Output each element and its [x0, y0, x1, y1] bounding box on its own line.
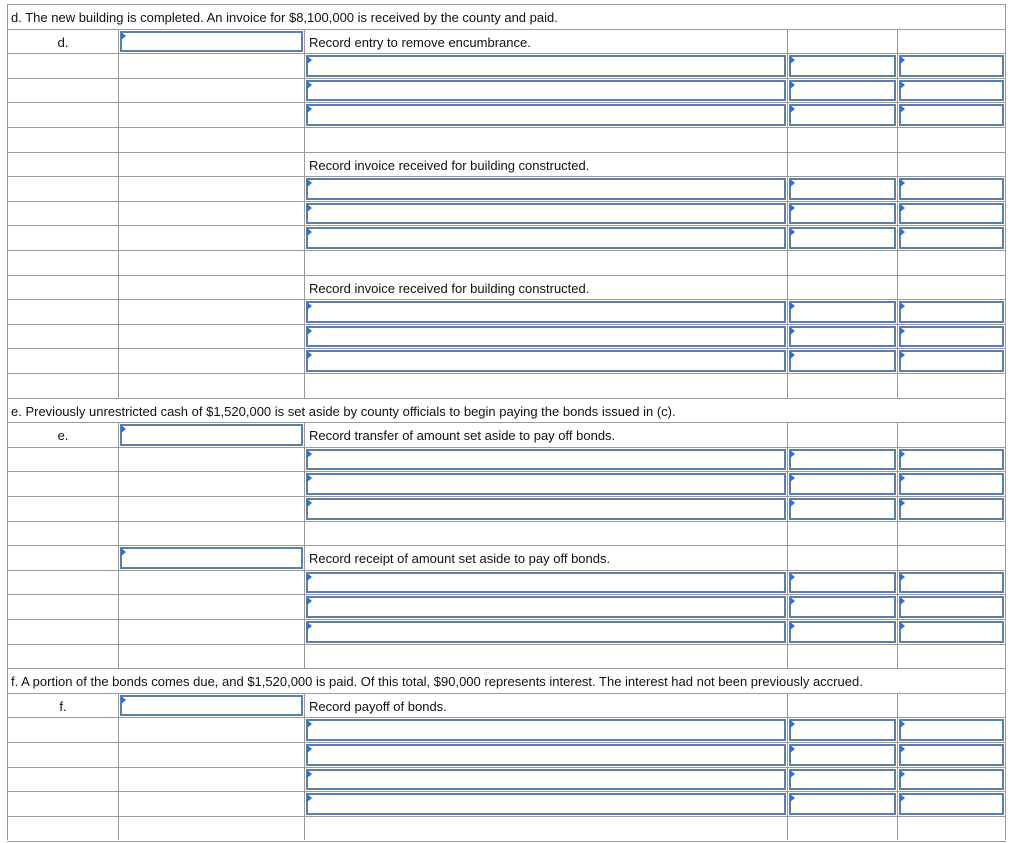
journal-row — [7, 78, 1006, 103]
entry-id-cell — [7, 422, 118, 447]
debit-amount-input[interactable] — [789, 55, 896, 77]
date-cell — [118, 594, 304, 619]
debit-cell — [787, 373, 897, 398]
debit-amount-input[interactable] — [789, 793, 896, 815]
journal-row — [7, 53, 1006, 78]
account-cell — [304, 29, 787, 54]
journal-row — [7, 471, 1006, 496]
debit-cell — [787, 324, 897, 349]
credit-cell — [897, 373, 1006, 398]
date-cell — [118, 471, 304, 496]
credit-amount-input[interactable] — [899, 350, 1004, 372]
journal-row — [7, 250, 1006, 275]
debit-cell — [787, 348, 897, 373]
date-cell — [118, 299, 304, 324]
debit-amount-input[interactable] — [789, 621, 896, 643]
entry-id-cell — [7, 225, 118, 250]
account-title-select[interactable] — [306, 178, 786, 200]
debit-cell — [787, 619, 897, 644]
account-cell — [304, 78, 787, 103]
debit-cell — [787, 176, 897, 201]
credit-cell — [897, 348, 1006, 373]
entry-id-cell — [7, 102, 118, 127]
credit-amount-input[interactable] — [899, 744, 1004, 766]
account-title-select[interactable] — [306, 203, 786, 225]
date-input[interactable] — [120, 547, 303, 569]
date-cell — [118, 496, 304, 521]
credit-cell — [897, 102, 1006, 127]
credit-amount-input[interactable] — [899, 178, 1004, 200]
entry-id-cell — [7, 791, 118, 816]
date-cell — [118, 521, 304, 546]
account-cell — [304, 127, 787, 152]
debit-cell — [787, 102, 897, 127]
date-cell — [118, 742, 304, 767]
journal-row — [7, 619, 1006, 644]
account-cell — [304, 373, 787, 398]
journal-row — [7, 447, 1006, 472]
account-cell — [304, 299, 787, 324]
date-cell — [118, 324, 304, 349]
journal-row — [7, 545, 1006, 570]
credit-cell — [897, 127, 1006, 152]
account-title-select[interactable] — [306, 769, 786, 791]
credit-amount-input[interactable] — [899, 769, 1004, 791]
account-title-select[interactable] — [306, 473, 786, 495]
credit-amount-input[interactable] — [899, 621, 1004, 643]
journal-row — [7, 275, 1006, 300]
entry-id-cell — [7, 742, 118, 767]
account-title-select[interactable] — [306, 793, 786, 815]
entry-instruction: Record payoff of bonds. — [309, 698, 447, 714]
account-cell — [304, 570, 787, 595]
account-title-select[interactable] — [306, 104, 786, 126]
account-cell — [304, 619, 787, 644]
date-cell — [118, 225, 304, 250]
entry-id-cell — [7, 152, 118, 177]
entry-id-cell — [7, 127, 118, 152]
debit-amount-input[interactable] — [789, 719, 896, 741]
credit-cell — [897, 767, 1006, 792]
entry-id-cell — [7, 324, 118, 349]
credit-cell — [897, 521, 1006, 546]
date-cell — [118, 693, 304, 718]
entry-id-cell — [7, 299, 118, 324]
journal-row — [7, 693, 1006, 718]
debit-cell — [787, 545, 897, 570]
debit-cell — [787, 496, 897, 521]
credit-cell — [897, 545, 1006, 570]
debit-cell — [787, 742, 897, 767]
debit-amount-input[interactable] — [789, 498, 896, 520]
entry-label: e. — [57, 428, 69, 444]
entry-id-cell — [7, 545, 118, 570]
section-description: f. A portion of the bonds comes due, and $1,520,000 is paid. Of this total, $90,000 represents interest. The interest had not been previously accrued. — [11, 674, 863, 690]
credit-amount-input[interactable] — [899, 498, 1004, 520]
debit-cell — [787, 127, 897, 152]
credit-amount-input[interactable] — [899, 449, 1004, 471]
entry-id-cell — [7, 521, 118, 546]
credit-amount-input[interactable] — [899, 473, 1004, 495]
credit-cell — [897, 53, 1006, 78]
date-cell — [118, 447, 304, 472]
date-cell — [118, 348, 304, 373]
debit-amount-input[interactable] — [789, 203, 896, 225]
entry-id-cell — [7, 78, 118, 103]
debit-cell — [787, 29, 897, 54]
account-cell — [304, 348, 787, 373]
credit-cell — [897, 250, 1006, 275]
entry-instruction: Record entry to remove encumbrance. — [309, 34, 531, 50]
debit-amount-input[interactable] — [789, 227, 896, 249]
entry-instruction: Record transfer of amount set aside to pay off bonds. — [309, 428, 616, 444]
account-title-select[interactable] — [306, 326, 786, 348]
account-cell — [304, 152, 787, 177]
debit-amount-input[interactable] — [789, 744, 896, 766]
account-cell — [304, 447, 787, 472]
journal-row — [7, 521, 1006, 546]
account-title-select[interactable] — [306, 227, 786, 249]
journal-row — [7, 152, 1006, 177]
journal-row — [7, 299, 1006, 324]
debit-cell — [787, 644, 897, 669]
debit-amount-input[interactable] — [789, 80, 896, 102]
debit-cell — [787, 570, 897, 595]
date-cell — [118, 791, 304, 816]
journal-row — [7, 373, 1006, 398]
section-description: d. The new building is completed. An invoice for $8,100,000 is received by the county and paid. — [11, 10, 558, 25]
date-cell — [118, 717, 304, 742]
debit-amount-input[interactable] — [789, 178, 896, 200]
entry-id-cell — [7, 176, 118, 201]
credit-cell — [897, 644, 1006, 669]
account-title-select[interactable] — [306, 572, 786, 594]
debit-cell — [787, 816, 897, 841]
account-cell — [304, 742, 787, 767]
credit-amount-input[interactable] — [899, 104, 1004, 126]
debit-cell — [787, 250, 897, 275]
account-cell — [304, 250, 787, 275]
debit-amount-input[interactable] — [789, 449, 896, 471]
credit-cell — [897, 299, 1006, 324]
account-cell — [304, 471, 787, 496]
journal-row — [7, 29, 1006, 54]
account-title-select[interactable] — [306, 498, 786, 520]
debit-amount-input[interactable] — [789, 572, 896, 594]
account-title-select[interactable] — [306, 621, 786, 643]
entry-instruction: Record invoice received for building constructed. — [309, 280, 590, 296]
date-cell — [118, 570, 304, 595]
account-cell — [304, 644, 787, 669]
credit-cell — [897, 78, 1006, 103]
credit-cell — [897, 791, 1006, 816]
account-cell — [304, 693, 787, 718]
date-cell — [118, 152, 304, 177]
account-title-select[interactable] — [306, 719, 786, 741]
debit-cell — [787, 521, 897, 546]
debit-cell — [787, 693, 897, 718]
journal-row — [7, 348, 1006, 373]
account-cell — [304, 53, 787, 78]
entry-id-cell — [7, 348, 118, 373]
debit-amount-input[interactable] — [789, 596, 896, 618]
credit-cell — [897, 29, 1006, 54]
credit-cell — [897, 275, 1006, 300]
entry-id-cell — [7, 201, 118, 226]
credit-amount-input[interactable] — [899, 719, 1004, 741]
debit-amount-input[interactable] — [789, 350, 896, 372]
entry-label: f. — [59, 698, 67, 714]
account-cell — [304, 521, 787, 546]
account-cell — [304, 324, 787, 349]
debit-cell — [787, 53, 897, 78]
journal-entry-worksheet — [7, 4, 1006, 842]
date-cell — [118, 102, 304, 127]
entry-id-cell — [7, 29, 118, 54]
debit-cell — [787, 767, 897, 792]
credit-amount-input[interactable] — [899, 55, 1004, 77]
journal-row — [7, 791, 1006, 816]
section-description: e. Previously unrestricted cash of $1,520,000 is set aside by county officials to begin paying the bonds issued in (c). — [11, 403, 676, 419]
credit-cell — [897, 324, 1006, 349]
journal-row — [7, 225, 1006, 250]
date-cell — [118, 127, 304, 152]
journal-row — [7, 594, 1006, 619]
journal-row — [7, 127, 1006, 152]
entry-id-cell — [7, 496, 118, 521]
entry-instruction: Record receipt of amount set aside to pay off bonds. — [309, 551, 611, 567]
account-cell — [304, 717, 787, 742]
credit-cell — [897, 594, 1006, 619]
entry-id-cell — [7, 619, 118, 644]
account-cell — [304, 275, 787, 300]
credit-amount-input[interactable] — [899, 227, 1004, 249]
credit-cell — [897, 176, 1006, 201]
entry-id-cell — [7, 471, 118, 496]
account-title-select[interactable] — [306, 350, 786, 372]
account-cell — [304, 594, 787, 619]
journal-row — [7, 324, 1006, 349]
journal-row — [7, 102, 1006, 127]
journal-row — [7, 422, 1006, 447]
account-title-select[interactable] — [306, 744, 786, 766]
journal-row — [7, 176, 1006, 201]
entry-id-cell — [7, 717, 118, 742]
entry-id-cell — [7, 644, 118, 669]
credit-cell — [897, 496, 1006, 521]
entry-id-cell — [7, 275, 118, 300]
debit-cell — [787, 152, 897, 177]
date-input[interactable] — [120, 31, 303, 53]
debit-cell — [787, 471, 897, 496]
entry-id-cell — [7, 53, 118, 78]
account-cell — [304, 422, 787, 447]
debit-cell — [787, 275, 897, 300]
debit-cell — [787, 201, 897, 226]
account-cell — [304, 176, 787, 201]
entry-id-cell — [7, 250, 118, 275]
debit-amount-input[interactable] — [789, 326, 896, 348]
credit-amount-input[interactable] — [899, 572, 1004, 594]
section-header — [7, 668, 1006, 693]
debit-amount-input[interactable] — [789, 104, 896, 126]
section-header — [7, 4, 1006, 29]
entry-id-cell — [7, 570, 118, 595]
entry-id-cell — [7, 767, 118, 792]
entry-id-cell — [7, 693, 118, 718]
credit-amount-input[interactable] — [899, 793, 1004, 815]
credit-cell — [897, 201, 1006, 226]
account-cell — [304, 545, 787, 570]
entry-label: d. — [57, 34, 69, 50]
credit-cell — [897, 693, 1006, 718]
account-cell — [304, 201, 787, 226]
debit-cell — [787, 422, 897, 447]
date-cell — [118, 78, 304, 103]
credit-cell — [897, 447, 1006, 472]
debit-amount-input[interactable] — [789, 473, 896, 495]
credit-cell — [897, 225, 1006, 250]
account-cell — [304, 767, 787, 792]
debit-amount-input[interactable] — [789, 301, 896, 323]
credit-amount-input[interactable] — [899, 203, 1004, 225]
credit-amount-input[interactable] — [899, 326, 1004, 348]
journal-row — [7, 717, 1006, 742]
debit-cell — [787, 447, 897, 472]
credit-cell — [897, 152, 1006, 177]
account-title-select[interactable] — [306, 596, 786, 618]
account-cell — [304, 102, 787, 127]
journal-row — [7, 767, 1006, 792]
credit-cell — [897, 619, 1006, 644]
date-cell — [118, 176, 304, 201]
journal-row — [7, 742, 1006, 767]
credit-cell — [897, 742, 1006, 767]
credit-cell — [897, 816, 1006, 841]
journal-row — [7, 570, 1006, 595]
debit-cell — [787, 299, 897, 324]
credit-cell — [897, 471, 1006, 496]
journal-row — [7, 816, 1006, 841]
credit-cell — [897, 570, 1006, 595]
date-cell — [118, 619, 304, 644]
credit-cell — [897, 717, 1006, 742]
entry-id-cell — [7, 594, 118, 619]
credit-amount-input[interactable] — [899, 301, 1004, 323]
date-input[interactable] — [120, 424, 303, 446]
date-cell — [118, 545, 304, 570]
debit-amount-input[interactable] — [789, 769, 896, 791]
journal-row — [7, 644, 1006, 669]
date-cell — [118, 373, 304, 398]
journal-row — [7, 496, 1006, 521]
entry-id-cell — [7, 447, 118, 472]
account-cell — [304, 791, 787, 816]
entry-instruction: Record invoice received for building constructed. — [309, 157, 590, 173]
date-cell — [118, 53, 304, 78]
account-title-select[interactable] — [306, 55, 786, 77]
date-cell — [118, 644, 304, 669]
account-title-select[interactable] — [306, 301, 786, 323]
entry-id-cell — [7, 816, 118, 841]
entry-id-cell — [7, 373, 118, 398]
date-cell — [118, 275, 304, 300]
date-cell — [118, 422, 304, 447]
credit-cell — [897, 422, 1006, 447]
date-cell — [118, 767, 304, 792]
date-cell — [118, 201, 304, 226]
credit-amount-input[interactable] — [899, 80, 1004, 102]
account-cell — [304, 225, 787, 250]
account-title-select[interactable] — [306, 80, 786, 102]
account-title-select[interactable] — [306, 449, 786, 471]
section-header — [7, 398, 1006, 423]
account-cell — [304, 496, 787, 521]
account-cell — [304, 816, 787, 841]
debit-cell — [787, 594, 897, 619]
date-cell — [118, 250, 304, 275]
journal-row — [7, 201, 1006, 226]
debit-cell — [787, 225, 897, 250]
debit-cell — [787, 717, 897, 742]
date-cell — [118, 816, 304, 841]
credit-amount-input[interactable] — [899, 596, 1004, 618]
date-cell — [118, 29, 304, 54]
debit-cell — [787, 791, 897, 816]
date-input[interactable] — [120, 695, 303, 717]
debit-cell — [787, 78, 897, 103]
